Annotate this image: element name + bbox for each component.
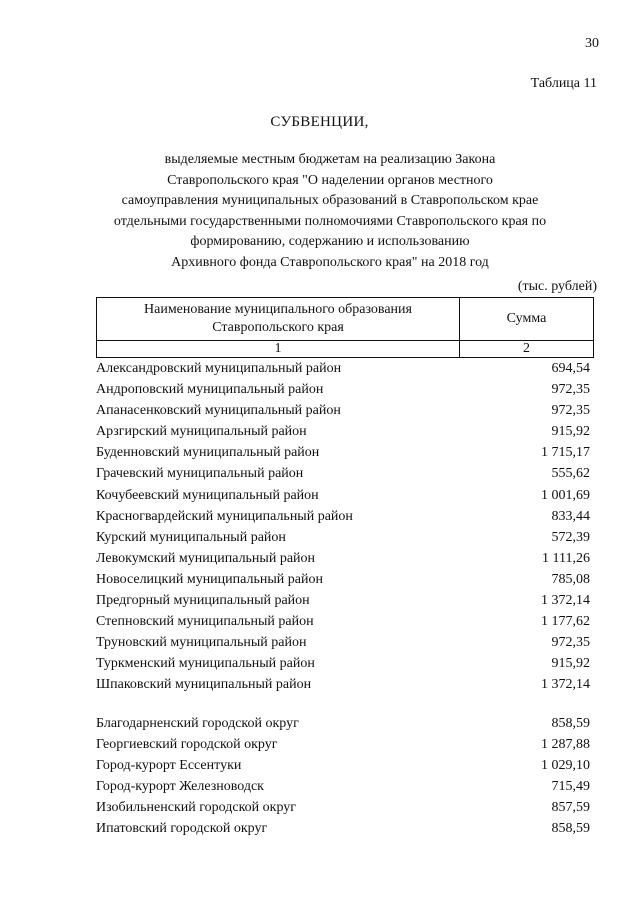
table-row [96, 421, 590, 442]
row-name: Левокумский муниципальный район [96, 550, 316, 566]
row-value: 1 372,14 [541, 677, 590, 693]
row-name: Грачевский муниципальный район [96, 466, 304, 482]
row-value: 1 177,62 [541, 614, 590, 630]
header-municipality-line: Ставропольского края [212, 320, 344, 335]
header-municipality-line: Наименование муниципального образования [144, 302, 412, 317]
row-name: Арзгирский муниципальный район [96, 424, 307, 440]
subtitle-line: формированию, содержанию и использованию [190, 234, 470, 250]
table-row [96, 527, 590, 548]
row-name: Новоселицкий муниципальный район [96, 571, 323, 587]
unit-note: (тыс. рублей) [517, 279, 597, 294]
document-subtitle [90, 150, 570, 274]
row-name: Город-курорт Железноводск [96, 779, 264, 795]
table-row [96, 653, 590, 674]
table-row [96, 674, 590, 695]
table-row [96, 442, 590, 463]
row-value: 915,92 [551, 656, 590, 672]
row-name: Апанасенковский муниципальный район [96, 403, 341, 419]
row-name: Курский муниципальный район [96, 529, 286, 545]
row-value: 915,92 [551, 424, 590, 440]
header-municipality [97, 298, 460, 341]
table-row [96, 485, 590, 506]
table-row [96, 569, 590, 590]
row-value: 572,39 [551, 529, 590, 545]
row-value: 833,44 [551, 508, 590, 524]
row-value: 1 111,26 [542, 550, 590, 566]
page-number: 30 [585, 36, 599, 51]
row-value: 972,35 [551, 635, 590, 651]
row-value: 858,59 [551, 821, 590, 837]
header-sum: Сумма [460, 298, 594, 341]
row-name: Город-курорт Ессентуки [96, 758, 242, 774]
row-name: Благодарненский городской округ [96, 716, 299, 731]
table-row [96, 379, 590, 400]
row-value: 858,59 [551, 716, 590, 731]
table-row [96, 755, 590, 776]
header-col-number: 2 [460, 341, 594, 358]
row-value: 555,62 [551, 466, 590, 482]
districts-list [96, 358, 590, 696]
row-name: Туркменский муниципальный район [96, 656, 315, 672]
row-name: Кочубеевский муниципальный район [96, 487, 319, 503]
row-value: 1 372,14 [541, 593, 590, 609]
row-value: 694,54 [551, 361, 590, 376]
subtitle-line: Ставропольского края "О наделении органов местного [167, 172, 493, 188]
row-name: Изобильненский городской округ [96, 800, 297, 816]
table-label: Таблица 11 [530, 76, 597, 91]
row-name: Шпаковский муниципальный район [96, 677, 312, 693]
row-name: Красногвардейский муниципальный район [96, 508, 353, 524]
table-row [96, 463, 590, 484]
row-value: 1 001,69 [541, 487, 590, 503]
row-value: 1 029,10 [541, 758, 590, 774]
row-value: 1 287,88 [541, 737, 590, 753]
table-header [96, 297, 594, 358]
table-row [96, 797, 590, 818]
subtitle-line: отдельными государственными полномочиями Ставропольского края по [113, 213, 547, 229]
row-name: Александровский муниципальный район [96, 361, 342, 376]
row-value: 715,49 [551, 779, 590, 795]
table-row [96, 548, 590, 569]
table-row [96, 734, 590, 755]
row-name: Ипатовский городской округ [96, 821, 268, 837]
row-value: 972,35 [551, 382, 590, 398]
row-name: Труновский муниципальный район [96, 635, 307, 651]
table-row [96, 611, 590, 632]
row-value: 785,08 [551, 571, 590, 587]
table-row [96, 713, 590, 734]
subtitle-line: Архивного фонда Ставропольского края" на 2018 год [171, 254, 489, 270]
row-value: 972,35 [551, 403, 590, 419]
table-row [96, 632, 590, 653]
city-districts-list [96, 713, 590, 840]
table-row [96, 818, 590, 839]
row-name: Буденновский муниципальный район [96, 445, 320, 461]
table-row [96, 400, 590, 421]
row-name: Предгорный муниципальный район [96, 593, 310, 609]
table-row [96, 590, 590, 611]
header-col-number: 1 [97, 341, 460, 358]
subtitle-line: выделяемые местным бюджетам на реализацию Закона [164, 152, 496, 167]
row-name: Степновский муниципальный район [96, 614, 314, 630]
row-value: 1 715,17 [541, 445, 590, 461]
row-name: Андроповский муниципальный район [96, 382, 324, 398]
document-title: СУБВЕНЦИИ, [270, 114, 369, 130]
table-row [96, 506, 590, 527]
row-name: Георгиевский городской округ [96, 737, 278, 753]
subtitle-line: самоуправления муниципальных образований в Ставропольском крае [121, 193, 539, 209]
table-row [96, 776, 590, 797]
row-value: 857,59 [551, 800, 590, 816]
table-row [96, 358, 590, 379]
